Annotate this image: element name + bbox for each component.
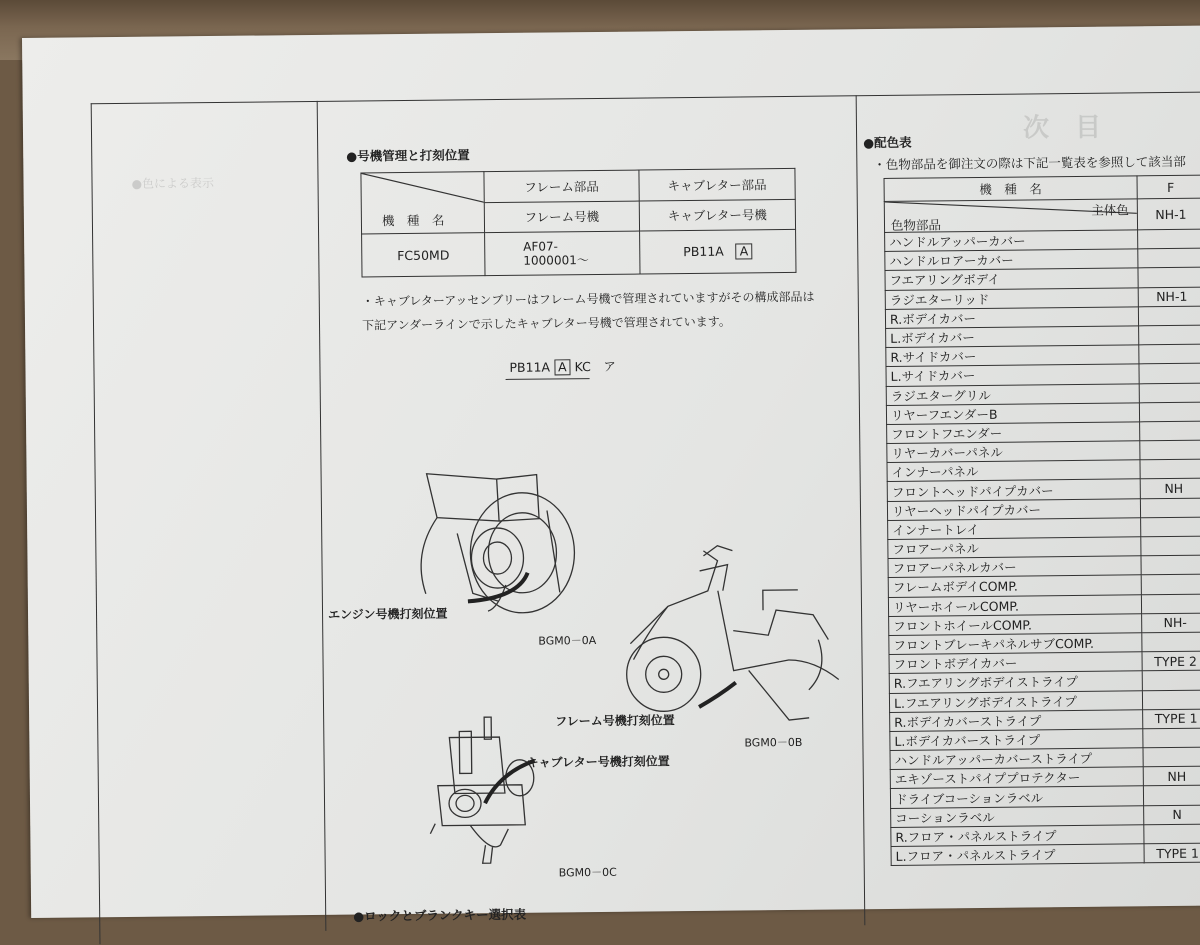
color-code: TYPE 1 [1144, 843, 1200, 863]
color-part-name: ドライブコーションラベル [890, 786, 1143, 808]
color-chart-note: ・色物部品を御注文の際は下記一覧表を参照して該当部 [873, 153, 1186, 173]
figure-c-label: BGM0－0C [558, 865, 617, 880]
frame-number-value: AF07- 1000001～ [485, 231, 640, 276]
color-part-name: リヤーフエンダーB [886, 403, 1139, 425]
color-model-header-right: F [1137, 175, 1200, 199]
color-part-name: R.フロア・パネルストライプ [891, 825, 1144, 847]
frame-arrow [699, 683, 736, 707]
carb-code-prefix: PB11A [509, 359, 551, 375]
color-code: NH-1 [1138, 287, 1200, 307]
color-part-name: リヤーホイールCOMP. [888, 594, 1141, 616]
color-part-name: L.ボデイカバーストライプ [890, 729, 1143, 751]
figure-b-label: BGM0－0B [744, 735, 803, 750]
color-part-name: フロアーパネルカバー [888, 556, 1141, 578]
color-code [1142, 670, 1200, 690]
color-part-name: エキゾーストパイププロテクター [890, 767, 1143, 789]
frame-part-header: フレーム部品 [484, 170, 639, 202]
color-code [1143, 728, 1200, 748]
color-code: N [1144, 805, 1200, 825]
color-part-name: R.ボデイカバー [885, 307, 1138, 329]
carb-code-suffix: KC ア [574, 358, 616, 375]
model-name-header: 機 種 名 [381, 212, 445, 229]
color-code [1141, 517, 1200, 537]
color-code-header: NH-1 [1137, 198, 1200, 230]
carb-management-note: ・キャブレターアッセンブリーはフレーム号機で管理されていますがその構成部品は下記アンダーラインで示したキャブレター号機で管理されています。 [361, 289, 815, 333]
mgmt-heading: ●号機管理と打刻位置 [346, 147, 470, 164]
color-code [1141, 536, 1200, 556]
color-row [891, 843, 1200, 866]
color-parts-label: 色物部品 [890, 217, 942, 233]
manual-page [22, 25, 1200, 924]
ghost-text: ●色による表示 [131, 174, 347, 191]
color-part-name: インナーパネル [887, 460, 1140, 482]
model-name-value: FC50MD [397, 247, 450, 263]
ghost-page-header: 次 目 [1022, 112, 1102, 144]
color-part-name: フロントフエンダー [887, 422, 1140, 444]
color-code [1138, 248, 1200, 268]
figure-a-label: BGM0－0A [538, 634, 597, 648]
color-code [1140, 440, 1200, 460]
color-part-name: フレームボデイCOMP. [888, 575, 1141, 597]
scooter-illustration [625, 544, 839, 721]
color-code [1138, 267, 1200, 287]
color-part-name: コーションラベル [891, 805, 1144, 827]
color-part-name: L.フエアリングボデイストライプ [889, 690, 1142, 712]
engine-position-label: エンジン号機打刻位置 [327, 606, 448, 622]
color-code [1139, 325, 1200, 345]
color-part-name: フエアリングボデイ [885, 268, 1138, 290]
color-code: TYPE 1 [1143, 709, 1200, 729]
color-part-name: ハンドルロアーカバー [885, 249, 1138, 271]
color-code [1138, 306, 1200, 326]
color-part-name: フロントヘッドパイプカバー [887, 479, 1140, 501]
frame-position-label: フレーム号機打刻位置 [555, 713, 675, 729]
color-part-name: R.フエアリングボデイストライプ [889, 671, 1142, 693]
color-part-name: フロントブレーキパネルサブCOMP. [889, 633, 1142, 655]
color-part-name: フロアーパネル [888, 537, 1141, 559]
color-part-name: ラジエターリッド [885, 287, 1138, 309]
lock-key-heading: ●ロックとブランクキー選択表 [353, 906, 527, 924]
color-part-name: リヤーヘッドパイプカバー [887, 498, 1140, 520]
color-part-name: ハンドルアッパーカバーストライプ [890, 748, 1143, 770]
color-model-header: 機 種 名 [884, 176, 1137, 202]
color-code [1143, 786, 1200, 806]
carb-number-header: キャブレター号機 [639, 199, 795, 231]
color-code [1140, 421, 1200, 441]
color-code: TYPE 2 [1142, 651, 1200, 671]
color-part-name: ラジエターグリル [886, 383, 1139, 405]
color-code [1141, 555, 1200, 575]
color-part-name: ハンドルアッパーカバー [885, 230, 1138, 252]
color-part-name: リヤーカバーパネル [887, 441, 1140, 463]
color-part-name: インナートレイ [888, 518, 1141, 540]
carburetor-illustration [429, 717, 535, 864]
color-rows [885, 229, 1200, 866]
color-code [1138, 229, 1200, 249]
color-code [1144, 824, 1200, 844]
color-chart-table [884, 175, 1200, 867]
color-part-name: R.サイドカバー [886, 345, 1139, 367]
carb-position-label: キャブレター号機打刻位置 [526, 754, 670, 770]
color-part-name: L.サイドカバー [886, 364, 1139, 386]
carb-number-value: PB11A [683, 243, 724, 260]
color-part-name: フロントホイールCOMP. [889, 614, 1142, 636]
engine-illustration [420, 472, 575, 614]
color-code [1142, 690, 1200, 710]
color-code [1139, 363, 1200, 383]
carb-part-header: キャブレター部品 [639, 168, 795, 200]
color-part-name: フロントボデイカバー [889, 652, 1142, 674]
color-code [1139, 344, 1200, 364]
color-part-name: R.ボデイカバーストライプ [890, 709, 1143, 731]
illustrations [22, 29, 871, 938]
color-code [1141, 574, 1200, 594]
color-code [1142, 632, 1200, 652]
color-code [1139, 402, 1200, 422]
color-part-name: L.フロア・パネルストライプ [891, 844, 1144, 866]
color-code [1139, 383, 1200, 403]
main-color-label: 主体色 [1091, 202, 1129, 218]
color-code [1140, 498, 1200, 518]
color-code [1141, 594, 1200, 614]
color-code [1143, 747, 1200, 767]
color-code: NH [1143, 766, 1200, 786]
color-part-name: L.ボデイカバー [886, 326, 1139, 348]
color-code: NH [1140, 479, 1200, 499]
carb-number-box: A [736, 243, 753, 259]
color-chart-heading: ●配色表 [863, 134, 912, 151]
carb-code-box: A [554, 359, 571, 375]
frame-number-header: フレーム号機 [484, 201, 639, 233]
color-diag-cell [884, 199, 1137, 233]
color-code: NH- [1142, 613, 1200, 633]
color-code [1140, 459, 1200, 479]
